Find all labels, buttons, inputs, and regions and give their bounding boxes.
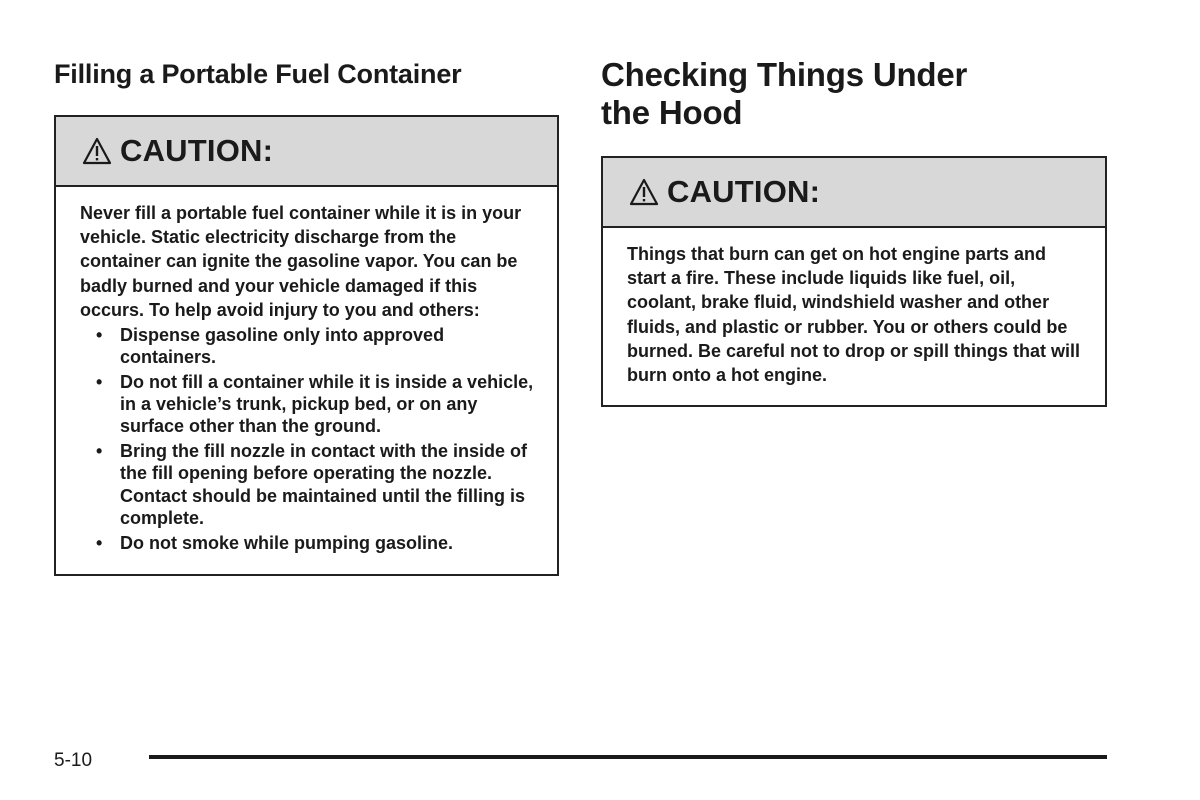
caution-header (603, 158, 1105, 228)
page-number: 5-10 (54, 750, 93, 771)
warning-triangle-icon (629, 177, 659, 207)
caution-body (56, 187, 557, 574)
caution-paragraph: Things that burn can get on hot engine parts and start a fire. These include liquids like fuel, oil, coolant, brake fluid, windshield washer and other fluids, and plastic or rubber. You or others could be burned. Be careful not to drop or spill things that will burn onto a hot engine. (627, 244, 1081, 386)
bullet-item (96, 532, 537, 554)
caution-body (603, 228, 1105, 405)
bullet-item (96, 371, 537, 438)
bullet-dot: • (96, 441, 103, 462)
caution-header (56, 117, 557, 187)
caution-bullet-list (80, 324, 537, 554)
left-column (54, 58, 559, 576)
bullet-item (96, 440, 537, 529)
bullet-item (96, 324, 537, 368)
caution-paragraph: Never fill a portable fuel container while it is in your vehicle. Static electricity discharge from the container can ignite the gasoline vapor. You can be badly burned and your vehicle damaged if this occurs. To help avoid injury to you and others: (80, 203, 522, 320)
section-heading-fuel-container: Filling a Portable Fuel Container (54, 59, 462, 89)
bullet-text: Do not fill a container while it is inside a vehicle, in a vehicle’s trunk, pickup bed, or on any surface other than the ground. (120, 372, 534, 437)
heading-line-2: the Hood (601, 94, 743, 131)
bullet-text: Dispense gasoline only into approved containers. (120, 325, 445, 368)
caution-title: CAUTION: (667, 174, 821, 209)
warning-triangle-icon (82, 136, 112, 166)
bullet-dot: • (96, 325, 103, 346)
section-heading-under-hood (601, 56, 1107, 132)
footer-rule (149, 755, 1107, 759)
bullet-dot: • (96, 372, 103, 393)
caution-box-under-hood (601, 156, 1107, 407)
heading-line-1: Checking Things Under (601, 56, 968, 93)
bullet-text: Do not smoke while pumping gasoline. (120, 532, 454, 553)
right-column (601, 56, 1107, 407)
caution-title: CAUTION: (120, 133, 274, 168)
bullet-dot: • (96, 532, 103, 553)
bullet-text: Bring the fill nozzle in contact with the inside of the fill opening before operating the nozzle. Contact should be maintained until the filling is complete. (120, 441, 528, 528)
caution-box-fuel-container (54, 115, 559, 576)
